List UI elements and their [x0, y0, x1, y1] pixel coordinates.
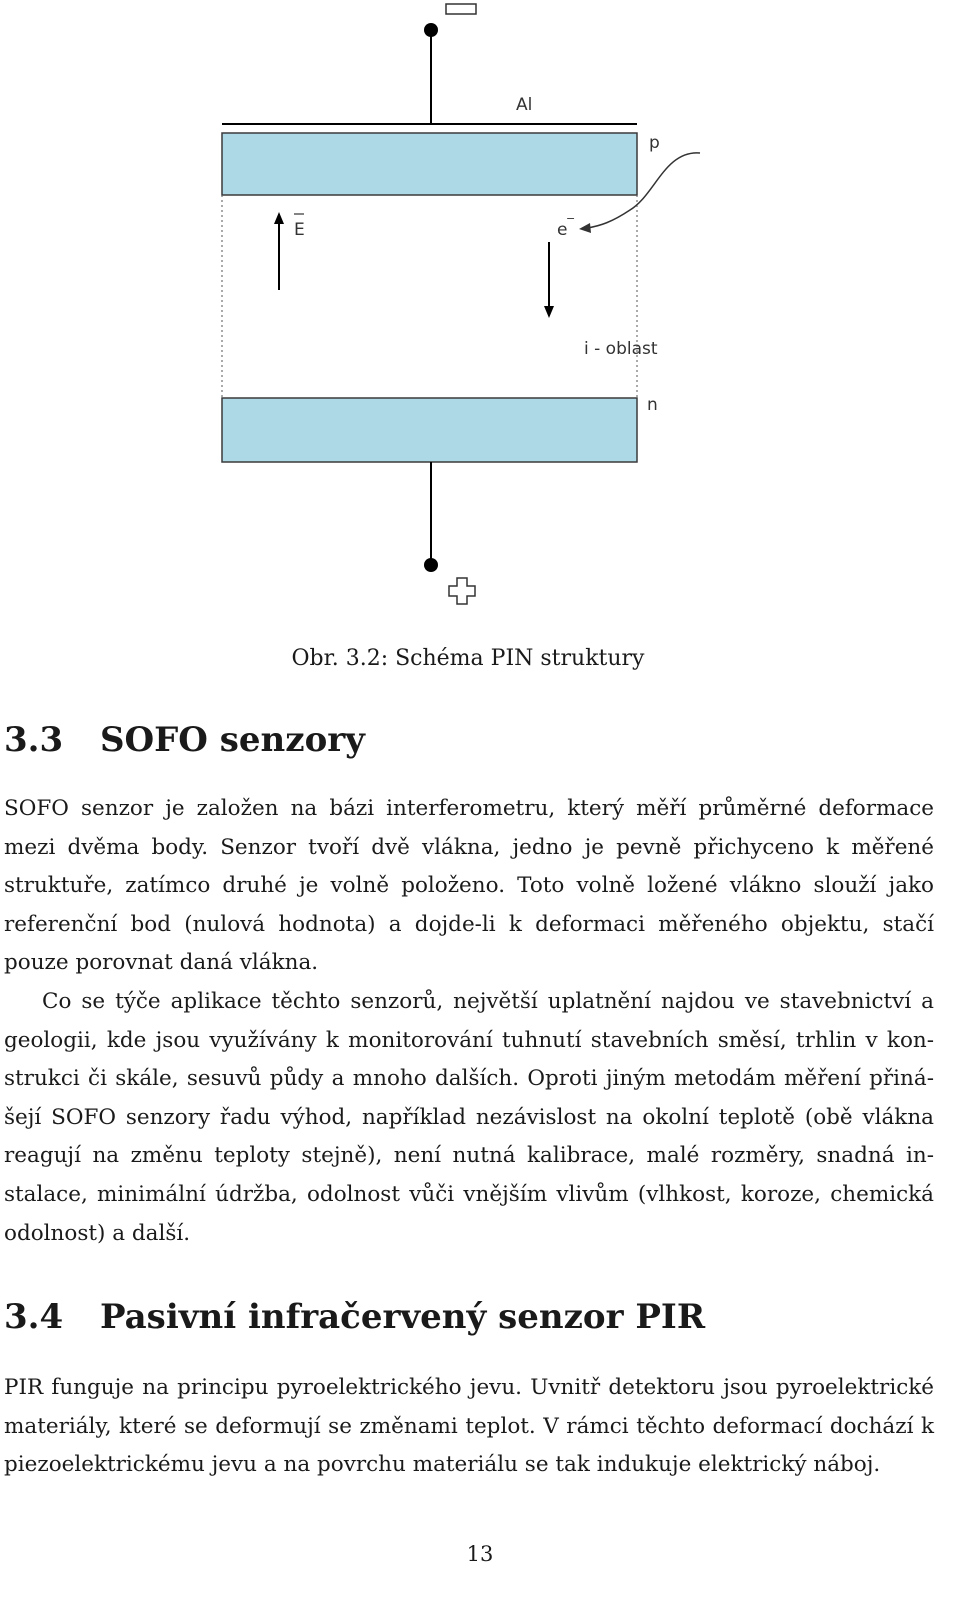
section-title: SOFO senzory — [100, 720, 365, 760]
section-title: Pasivní infračervený senzor PIR — [100, 1297, 706, 1337]
plus-sign-icon — [449, 578, 475, 604]
label-e-field: E — [294, 220, 305, 240]
paragraph-sofo-intro: SOFO senzor je založen na bázi interferometru, který měří průměrné deformace mezi dvěma body. Senzor tvoří dvě vlákna, jedno je pevně přichyceno k měřené struktuře, zatímco druhé je volně položeno. Toto volně ložené vlákno slouží jako referenční bod (nulová hodnota) a dojde-li k deformaci měřeného objektu, stačí pouze porovnat daná vlákna. — [4, 796, 934, 976]
minus-sign-icon — [446, 4, 476, 14]
page-number: 13 — [466, 1542, 494, 1566]
section-heading-3-4 — [4, 1297, 705, 1337]
label-p: p — [649, 133, 660, 153]
label-n: n — [647, 395, 658, 415]
pin-structure-diagram — [0, 0, 960, 640]
bottom-terminal-dot — [424, 558, 438, 572]
label-electron: e — [557, 220, 568, 240]
n-layer — [222, 398, 637, 462]
label-i-region: i - oblast — [584, 339, 658, 359]
label-al: Al — [516, 95, 533, 115]
paragraph-pir: PIR funguje na principu pyroelektrického jevu. Uvnitř detektoru jsou pyroelektrické materiály, které se deformují se změnami teplot. V rámci těchto deformací dochází k piezoelektrickému jevu a na povrchu materiálu se tak indukuje elektrický náboj. — [4, 1375, 934, 1478]
curve-arrowhead-icon — [579, 223, 591, 233]
section-number: 3.3 — [4, 720, 64, 760]
paragraph-sofo-applications: Co se týče aplikace těchto senzorů, největší uplatnění najdou ve stavebnictví a geologii, kde jsou využívány k monitorování tuhnutí stavebních směsí, trhlin v konstrukci či skále, sesuvů půdy a mnoho dalších. Oproti jiným metodám měření přinášejí SOFO senzory řadu výhod, například nezávislost na okolní teplotě (obě vlákna reagují na změnu teploty stejně), není nutná kalibrace, malé rozměry, snadná instalace, minimální údržba, odolnost vůči vnějším vlivům (vlhkost, koroze, chemická odolnost) a další. — [4, 989, 934, 1246]
section-number: 3.4 — [4, 1297, 64, 1337]
e-field-arrowhead-icon — [274, 212, 284, 224]
label-electron-charge: − — [566, 212, 576, 225]
figure-caption-text: Obr. 3.2: Schéma PIN struktury — [291, 646, 645, 671]
electron-arrowhead-icon — [544, 306, 554, 318]
section-heading-3-3 — [4, 720, 365, 760]
figure-caption — [0, 646, 960, 671]
p-layer — [222, 133, 637, 195]
